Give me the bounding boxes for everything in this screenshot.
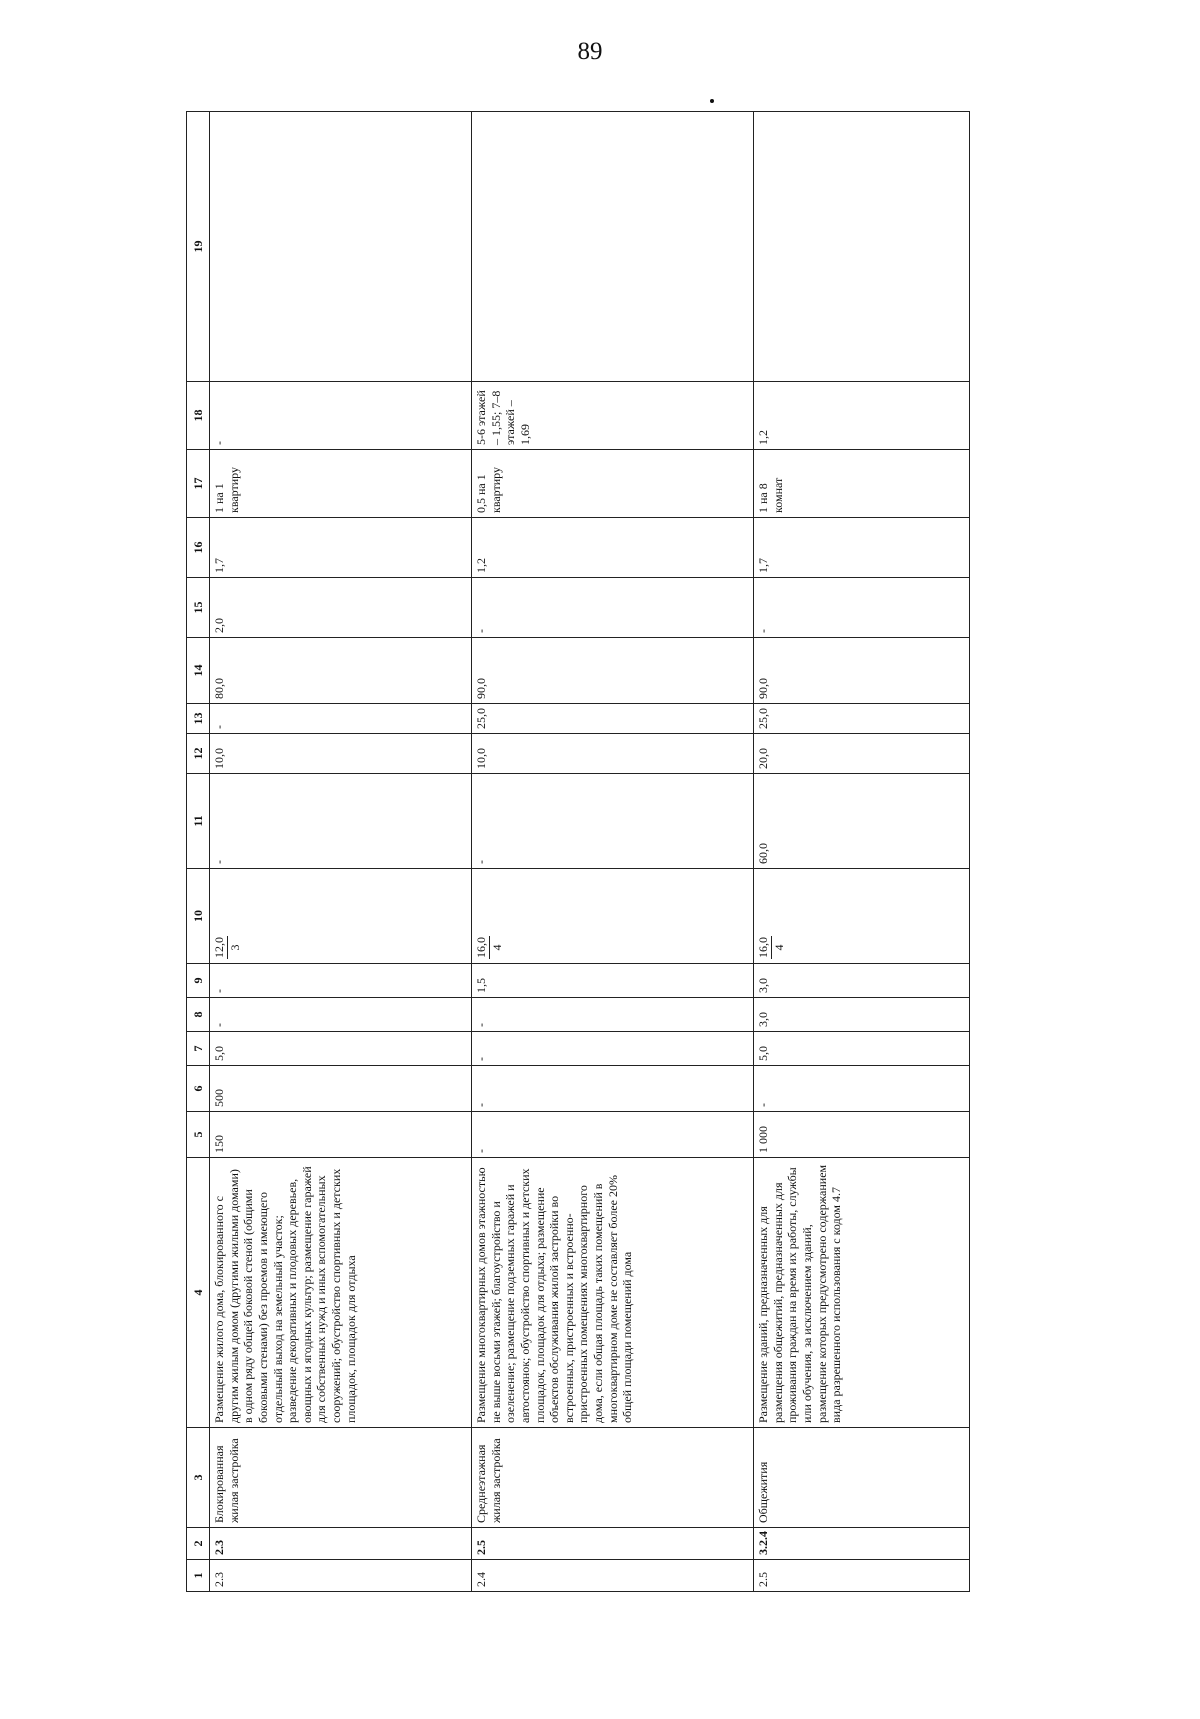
cell-col18: 1,2 — [754, 382, 970, 450]
cell-col15: - — [472, 578, 754, 638]
cell-col5: 1 000 — [754, 1112, 970, 1158]
cell-code: 3.2.4 — [754, 1528, 970, 1560]
cell-col10 — [754, 869, 970, 964]
col-header-3: 3 — [187, 1428, 210, 1528]
fraction-numerator: 12,0 — [212, 937, 226, 958]
cell-col14: 90,0 — [754, 638, 970, 704]
zoning-parameters-table — [186, 111, 970, 1592]
col-header-17: 17 — [187, 450, 210, 518]
rotated-table-container — [186, 112, 970, 1592]
cell-col12: 10,0 — [210, 734, 472, 774]
cell-col15: 2,0 — [210, 578, 472, 638]
cell-col12: 10,0 — [472, 734, 754, 774]
cell-col19 — [472, 112, 754, 382]
cell-use-name: Блокированная жилая застройка — [210, 1428, 472, 1528]
table-row — [472, 112, 754, 1592]
fraction-denominator: 3 — [227, 944, 242, 951]
table-row — [754, 112, 970, 1592]
cell-col14: 80,0 — [210, 638, 472, 704]
col-header-4: 4 — [187, 1158, 210, 1428]
cell-col9: 3,0 — [754, 964, 970, 998]
cell-description: Размещение жилого дома, блокированного с другим жилым домом (другими жилыми домами) в одном ряду общей боковой стеной (общими боковыми стенами) без проемов и имеющего отдельный выход на земельный участок; разведение декоративных и плодовых деревьев, овощных и ягодных культур; размещение гаражей для собственных нужд и иных вспомогательных сооружений; обустройство спортивных и детских площадок, площадок для отдыха — [210, 1158, 472, 1428]
col-header-6: 6 — [187, 1066, 210, 1112]
cell-col12: 20,0 — [754, 734, 970, 774]
table-row — [210, 112, 472, 1592]
cell-number: 2.4 — [472, 1560, 754, 1592]
cell-code: 2.5 — [472, 1528, 754, 1560]
cell-col17: 1 на 1 квартиру — [210, 450, 472, 518]
cell-col11: - — [472, 774, 754, 869]
col-header-14: 14 — [187, 638, 210, 704]
cell-col8: - — [210, 998, 472, 1032]
cell-col5: 150 — [210, 1112, 472, 1158]
col-header-2: 2 — [187, 1528, 210, 1560]
col-header-8: 8 — [187, 998, 210, 1032]
cell-col11: 60,0 — [754, 774, 970, 869]
fraction-denominator: 4 — [489, 944, 504, 951]
cell-use-name: Общежития — [754, 1428, 970, 1528]
cell-col10 — [210, 869, 472, 964]
col-header-7: 7 — [187, 1032, 210, 1066]
fraction-numerator: 16,0 — [474, 937, 488, 958]
cell-col9: - — [210, 964, 472, 998]
cell-col15: - — [754, 578, 970, 638]
cell-col8: 3,0 — [754, 998, 970, 1032]
col-header-10: 10 — [187, 869, 210, 964]
fraction-numerator: 16,0 — [756, 937, 770, 958]
cell-number: 2.5 — [754, 1560, 970, 1592]
cell-col13: 25,0 — [754, 704, 970, 734]
cell-col18: 5-6 этажей – 1,55; 7–8 этажей – 1,69 — [472, 382, 754, 450]
cell-code: 2.3 — [210, 1528, 472, 1560]
col-header-1: 1 — [187, 1560, 210, 1592]
col-header-13: 13 — [187, 704, 210, 734]
cell-col18: - — [210, 382, 472, 450]
cell-col5: - — [472, 1112, 754, 1158]
cell-col19 — [210, 112, 472, 382]
fraction — [756, 936, 786, 959]
cell-col6: - — [754, 1066, 970, 1112]
cell-col10 — [472, 869, 754, 964]
cell-description: Размещение зданий, предназначенных для размещения общежитий, предназначенных для проживания граждан на время их работы, службы или обучения, за исключением зданий, размещение которых предусмотрено содержанием вида разрешенного использования с кодом 4.7 — [754, 1158, 970, 1428]
cell-number: 2.3 — [210, 1560, 472, 1592]
header-row — [187, 112, 210, 1592]
cell-use-name: Среднеэтажная жилая застройка — [472, 1428, 754, 1528]
col-header-12: 12 — [187, 734, 210, 774]
col-header-11: 11 — [187, 774, 210, 869]
cell-col11: - — [210, 774, 472, 869]
cell-col7: - — [472, 1032, 754, 1066]
cell-col13: - — [210, 704, 472, 734]
fraction — [474, 936, 504, 959]
cell-col16: 1,2 — [472, 518, 754, 578]
cell-col13: 25,0 — [472, 704, 754, 734]
col-header-19: 19 — [187, 112, 210, 382]
col-header-15: 15 — [187, 578, 210, 638]
cell-col17: 0,5 на 1 квартиру — [472, 450, 754, 518]
col-header-16: 16 — [187, 518, 210, 578]
col-header-5: 5 — [187, 1112, 210, 1158]
cell-col6: 500 — [210, 1066, 472, 1112]
fraction-denominator: 4 — [771, 944, 786, 951]
col-header-18: 18 — [187, 382, 210, 450]
cell-col17: 1 на 8 комнат — [754, 450, 970, 518]
cell-col7: 5,0 — [210, 1032, 472, 1066]
cell-col14: 90,0 — [472, 638, 754, 704]
cell-col7: 5,0 — [754, 1032, 970, 1066]
cell-col19 — [754, 112, 970, 382]
fraction — [212, 936, 242, 959]
cell-col16: 1,7 — [754, 518, 970, 578]
cell-col6: - — [472, 1066, 754, 1112]
col-header-9: 9 — [187, 964, 210, 998]
cell-col9: 1,5 — [472, 964, 754, 998]
page-number: 89 — [577, 38, 603, 65]
cell-col8: - — [472, 998, 754, 1032]
cell-col16: 1,7 — [210, 518, 472, 578]
speck — [710, 99, 714, 103]
cell-description: Размещение многоквартирных домов этажностью не выше восьми этажей; благоустройство и озеленение; размещение подземных гаражей и автостоянок; обустройство спортивных и детских площадок, площадок для отдыха; размещение объектов обслуживания жилой застройки во встроенных, пристроенных и встроенно-пристроенных помещениях многоквартирного дома, если общая площадь таких помещений в многоквартирном доме не составляет более 20% общей площади помещений дома — [472, 1158, 754, 1428]
